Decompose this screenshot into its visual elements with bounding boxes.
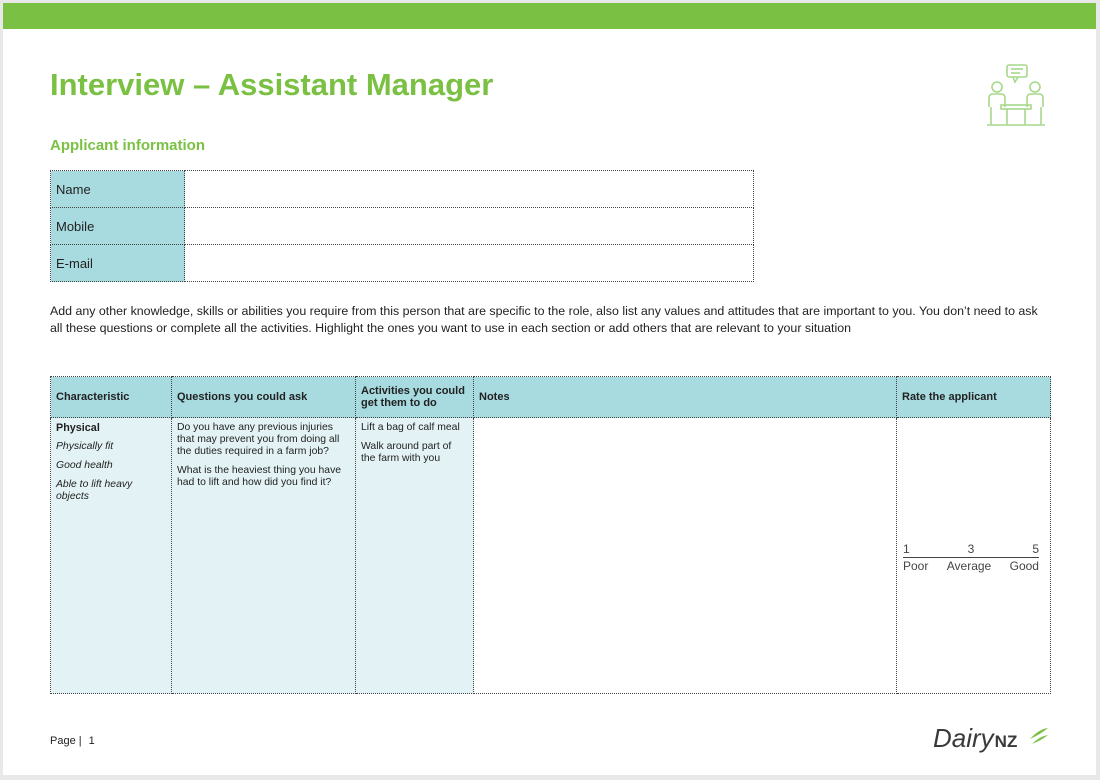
header-characteristic: Characteristic: [51, 377, 172, 418]
intro-paragraph: Add any other knowledge, skills or abilities you require from this person that are specific to the role, also list any values and attitudes that are important to you. You don’t need to ask all these questions or complete all the activities. Highlight the ones you want to use in each section or add others that are relevant to your situation: [50, 304, 1038, 335]
header-rate-applicant: Rate the applicant: [897, 377, 1051, 418]
table-header-row: [51, 377, 1051, 418]
activities-cell: [356, 418, 474, 694]
question-item: Do you have any previous injuries that may prevent you from doing all the duties required in a farm job?: [177, 422, 340, 457]
table-row: [51, 418, 1051, 694]
logo-sub-text: NZ: [994, 732, 1018, 751]
interview-meeting-icon: [983, 63, 1049, 129]
characteristic-item: Physically fit: [56, 441, 114, 452]
scale-number: 3: [967, 542, 975, 556]
scale-label: Poor: [903, 559, 929, 573]
question-item: What is the heaviest thing you have had to lift and how did you find it?: [177, 465, 342, 488]
questions-cell: [172, 418, 356, 694]
rating-scale[interactable]: [903, 543, 1039, 573]
header-questions: Questions you could ask: [172, 377, 356, 418]
applicant-info-table: [50, 170, 754, 282]
name-label: Name: [51, 171, 185, 208]
characteristic-item: Good health: [56, 460, 113, 471]
table-row: [51, 245, 754, 282]
characteristic-cell: [51, 418, 172, 694]
leaf-icon: [1029, 725, 1049, 745]
top-accent-bar: [3, 3, 1096, 29]
activity-item: Lift a bag of calf meal: [361, 422, 460, 433]
applicant-info-heading: Applicant information: [50, 137, 205, 154]
table-row: [51, 171, 754, 208]
page-label: Page |: [50, 735, 82, 747]
name-field[interactable]: [185, 171, 754, 208]
page-number-value: 1: [88, 735, 95, 747]
scale-label: Good: [1009, 559, 1039, 573]
table-row: [51, 208, 754, 245]
assessment-table: [50, 376, 1051, 694]
scale-number: 1: [903, 542, 910, 556]
characteristic-item: Able to lift heavy objects: [56, 479, 133, 502]
page-title: Interview – Assistant Manager: [50, 67, 494, 102]
email-field[interactable]: [185, 245, 754, 282]
scale-label: Average: [946, 559, 992, 573]
logo-main-text: Dairy: [933, 723, 994, 753]
page-number: [50, 735, 95, 747]
scale-line: [903, 557, 1039, 558]
rating-cell: [897, 418, 1051, 694]
header-notes: Notes: [474, 377, 897, 418]
activity-item: Walk around part of the farm with you: [361, 441, 452, 464]
document-page: [3, 3, 1096, 775]
mobile-label: Mobile: [51, 208, 185, 245]
header-activities: Activities you could get them to do: [356, 377, 474, 418]
dairynz-logo: [933, 723, 1017, 757]
notes-cell[interactable]: [474, 418, 897, 694]
characteristic-title: Physical: [56, 422, 100, 434]
mobile-field[interactable]: [185, 208, 754, 245]
email-label: E-mail: [51, 245, 185, 282]
scale-number: 5: [1032, 542, 1039, 556]
